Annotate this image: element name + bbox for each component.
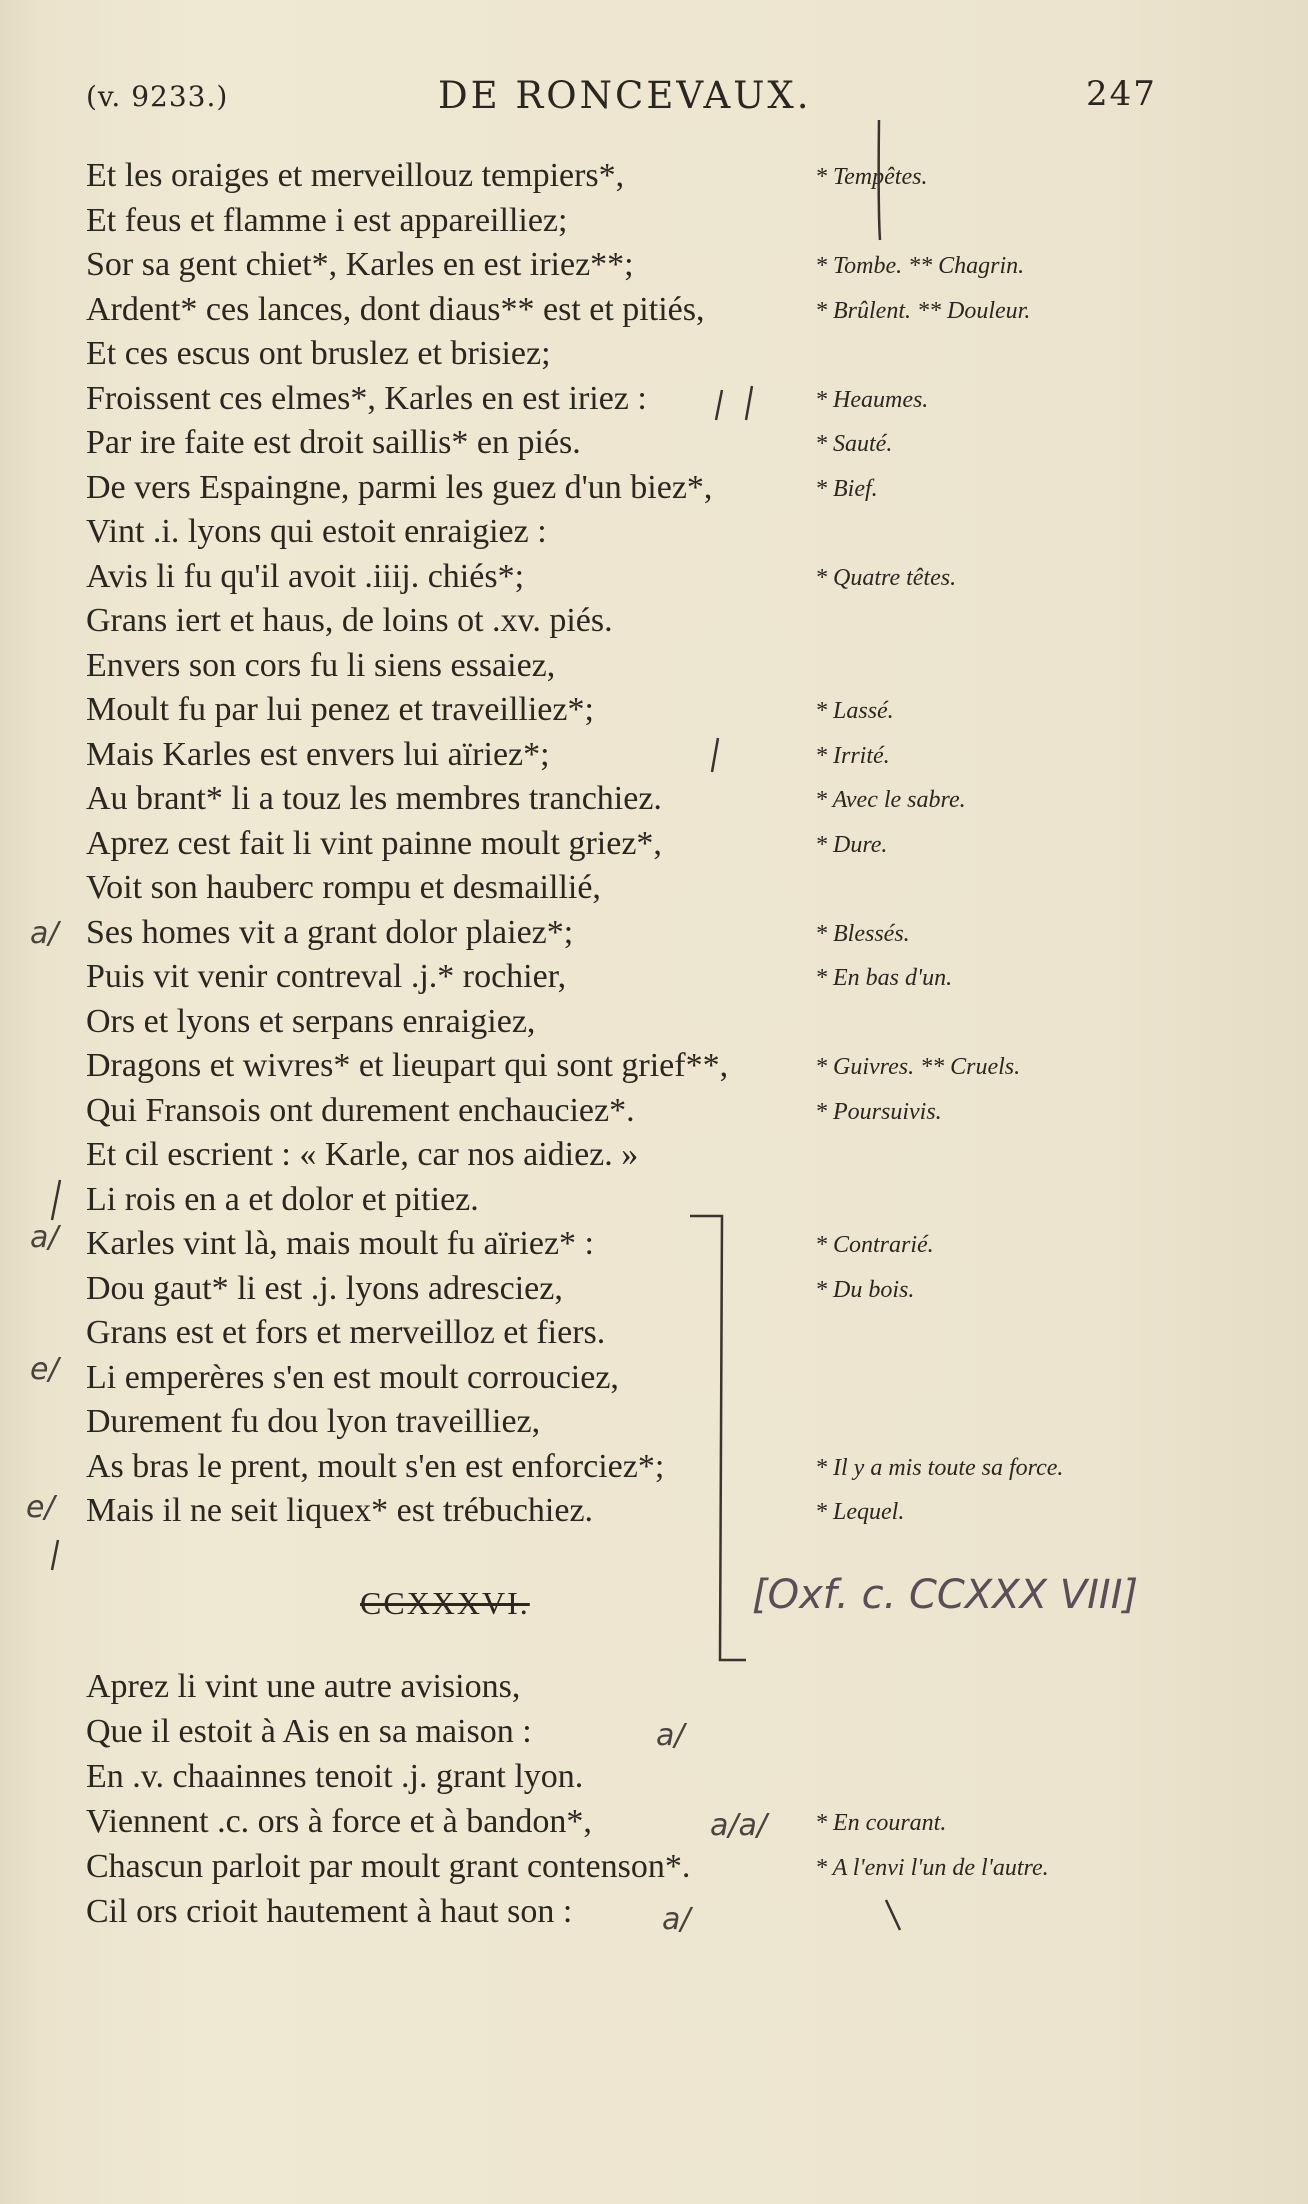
gloss-note: * Heaumes.	[815, 386, 929, 413]
margin-mark: e/	[26, 1490, 55, 1525]
gloss-note: * Guivres. ** Cruels.	[815, 1054, 1021, 1080]
verse-line: Vint .i. lyons qui estoit enraigiez :	[86, 513, 547, 550]
verse-line: En .v. chaainnes tenoit .j. grant lyon.	[86, 1758, 584, 1795]
gloss-note: * Irrité.	[815, 742, 890, 769]
gloss-note: * Contrarié.	[815, 1232, 934, 1258]
section-heading: CCXXXVI.	[360, 1585, 530, 1621]
margin-mark: a/	[662, 1902, 691, 1937]
verse-line: Et feus et flamme i est appareilliez;	[86, 201, 568, 239]
verse-line: Sor sa gent chiet*, Karles en est iriez**;	[86, 246, 634, 283]
gloss-note: * Poursuivis.	[815, 1098, 942, 1125]
verse-line: Dou gaut* li est .j. lyons adresciez,	[86, 1269, 563, 1307]
verse-line: Ors et lyons et serpans enraigiez,	[86, 1002, 536, 1040]
gloss-note: * Sauté.	[815, 431, 893, 457]
verse-line: Li rois en a et dolor et pitiez.	[86, 1180, 479, 1218]
gloss-note: * Quatre têtes.	[815, 564, 957, 591]
verse-line: Viennent .c. ors à force et à bandon*,	[86, 1803, 592, 1840]
gloss-note: * Lassé.	[815, 698, 894, 724]
gloss-note: * Lequel.	[815, 1499, 905, 1525]
verse-line: Qui Fransois ont durement enchauciez*.	[86, 1091, 635, 1129]
verse-line: Mais il ne seit liquex* est trébuchiez.	[86, 1492, 594, 1529]
verse-line: Moult fu par lui penez et traveilliez*;	[86, 691, 594, 728]
verse-line: Au brant* li a touz les membres tranchiez.	[86, 780, 662, 817]
gloss-note: * Blessés.	[815, 920, 910, 947]
gloss-note: * En courant.	[815, 1810, 947, 1836]
verse-line: Voit son hauberc rompu et desmaillié,	[86, 869, 601, 906]
verse-line: Aprez cest fait li vint painne moult griez*,	[86, 824, 662, 862]
gloss-note: * Brûlent. ** Douleur.	[815, 297, 1031, 324]
verse-line: Et les oraiges et merveillouz tempiers*,	[86, 157, 625, 194]
verse-line: Chascun parloit par moult grant contenson*.	[86, 1848, 691, 1885]
verse-line: Et cil escrient : « Karle, car nos aidiez. »	[86, 1136, 639, 1173]
page-number: 247	[1086, 74, 1157, 114]
verse-line: Karles vint là, mais moult fu aïriez* :	[86, 1225, 594, 1262]
gloss-note: * Bief.	[815, 475, 878, 502]
verse-line: Froissent ces elmes*, Karles en est iriez :	[86, 379, 647, 417]
margin-mark: a/a/	[710, 1808, 767, 1843]
verse-line: As bras le prent, moult s'en est enforciez*;	[86, 1447, 665, 1485]
margin-mark: a/	[30, 916, 59, 951]
verse-line: Grans est et fors et merveilloz et fiers.	[86, 1314, 606, 1351]
gloss-note: * Tombe. ** Chagrin.	[815, 253, 1025, 279]
verse-line: Ses homes vit a grant dolor plaiez*;	[86, 913, 574, 951]
verse-line: Ardent* ces lances, dont diaus** est et pitiés,	[86, 290, 705, 328]
gloss-note: * En bas d'un.	[815, 965, 953, 991]
verse-line: Cil ors crioit hautement à haut son :	[86, 1893, 573, 1930]
verse-line: Grans iert et haus, de loins ot .xv. piés.	[86, 602, 613, 639]
margin-mark: a/	[30, 1220, 59, 1255]
gloss-note: * Avec le sabre.	[815, 787, 966, 813]
margin-mark: e/	[30, 1352, 59, 1387]
verse-range-header: (v. 9233.)	[86, 80, 229, 113]
verse-line: Envers son cors fu li siens essaiez,	[86, 646, 556, 684]
verse-line: Par ire faite est droit saillis* en piés.	[86, 424, 581, 461]
verse-line: Mais Karles est envers lui aïriez*;	[86, 735, 550, 773]
gloss-note: * A l'envi l'un de l'autre.	[815, 1855, 1049, 1881]
verse-line: De vers Espaingne, parmi les guez d'un biez*,	[86, 468, 713, 506]
verse-line: Dragons et wivres* et lieupart qui sont grief**,	[86, 1047, 729, 1084]
margin-mark: a/	[656, 1718, 685, 1753]
verse-line: Avis li fu qu'il avoit .iiij. chiés*;	[86, 557, 525, 595]
verse-line: Que il estoit à Ais en sa maison :	[86, 1713, 532, 1750]
gloss-note: * Dure.	[815, 831, 888, 858]
verse-line: Durement fu dou lyon traveilliez,	[86, 1403, 541, 1440]
gloss-note: * Tempêtes.	[815, 164, 928, 190]
gloss-note: * Il y a mis toute sa force.	[815, 1454, 1064, 1481]
verse-line: Li emperères s'en est moult corrouciez,	[86, 1358, 619, 1396]
verse-line: Aprez li vint une autre avisions,	[86, 1668, 521, 1705]
pencil-annotation: [Oxf. c. CCXXX VIII]	[752, 1572, 1139, 1618]
verse-line: Et ces escus ont bruslez et brisiez;	[86, 335, 551, 372]
verse-line: Puis vit venir contreval .j.* rochier,	[86, 958, 567, 995]
gloss-note: * Du bois.	[815, 1276, 915, 1303]
running-title: DE RONCEVAUX.	[438, 74, 812, 117]
